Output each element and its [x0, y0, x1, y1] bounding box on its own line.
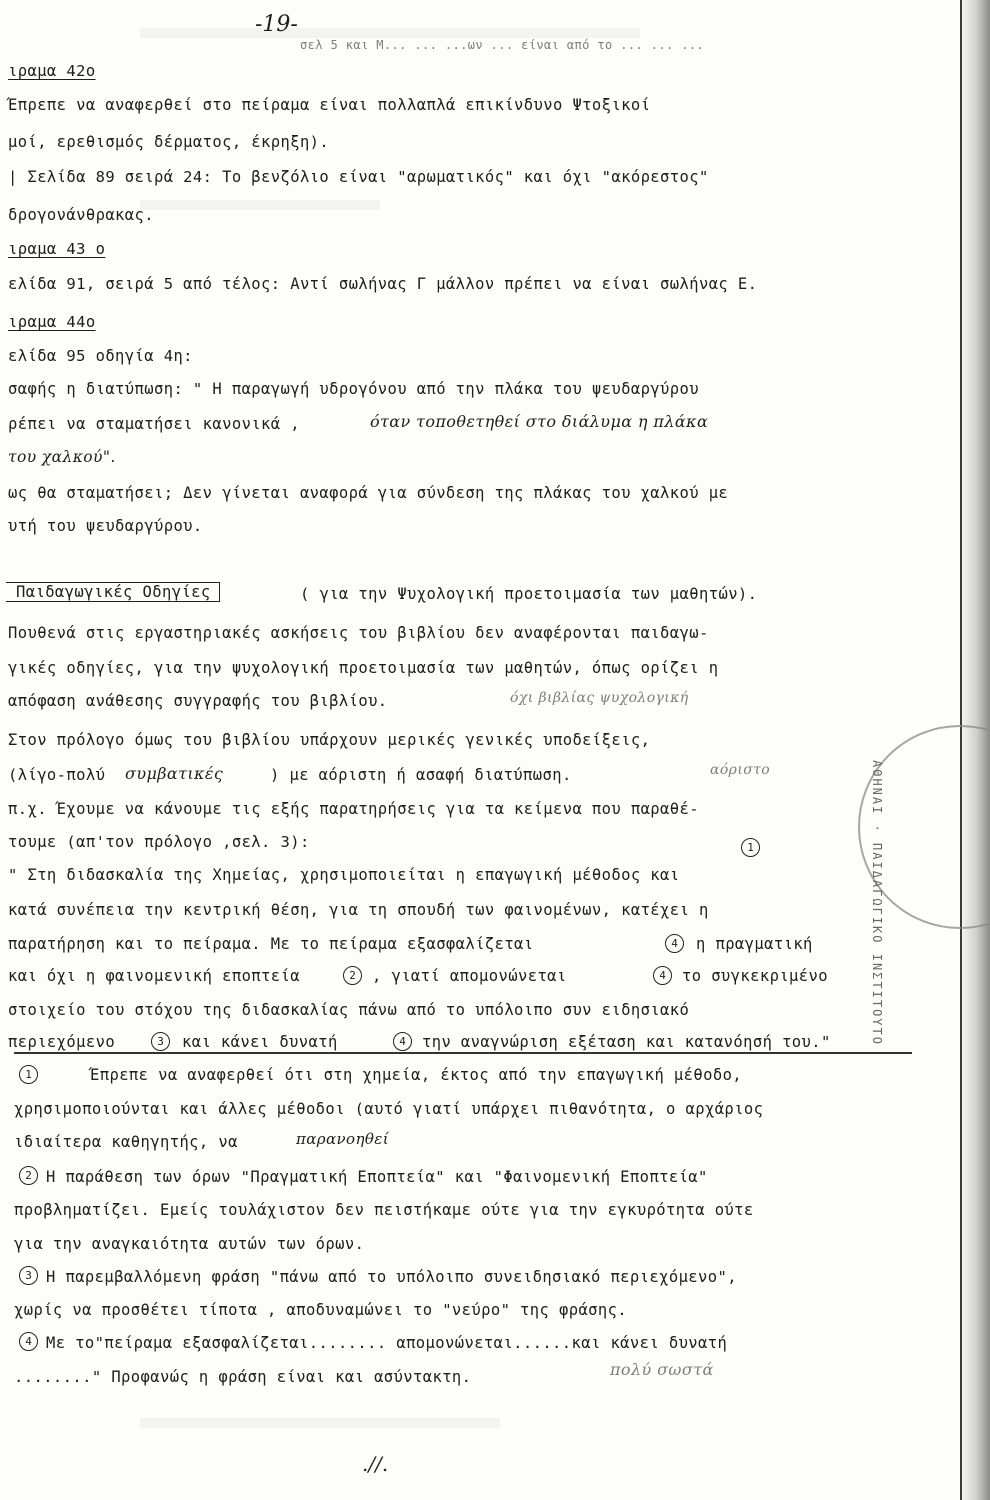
- circled-number-marker: 2: [343, 966, 362, 985]
- note-line: Η παρεμβαλλόμενη φράση "πάνω από το υπόλοιπο συνειδησιακό περιεχόμενο",: [46, 1268, 737, 1286]
- handwritten-insertion: παρανοηθεί: [296, 1130, 390, 1148]
- circled-number-marker: 4: [665, 934, 684, 953]
- margin-note: όχι βιβλίας ψυχολογική: [510, 690, 689, 706]
- continuation-marker: .//.: [362, 1452, 389, 1476]
- text-line: | Σελίδα 89 σειρά 24: Το βενζόλιο είναι "αρωματικός" και όχι "ακόρεστος": [8, 168, 709, 186]
- quote-line: το συγκεκριμένο: [682, 967, 828, 985]
- note-line: για την αναγκαιότητα αυτών των όρων.: [14, 1235, 365, 1253]
- bleed-through-mark: [140, 200, 380, 210]
- quote-line: , γιατί απομονώνεται: [372, 967, 567, 985]
- section-subheading: ( για την Ψυχολογική προετοιμασία των μαθητών).: [300, 585, 758, 603]
- note-line: Η παράθεση των όρων "Πραγματική Εποπτεία" και "Φαινομενική Εποπτεία": [46, 1168, 708, 1186]
- quote-line: παρατήρηση και το πείραμα. Με το πείραμα εξασφαλίζεται: [8, 935, 534, 953]
- text-line: υτή του ψευδαργύρου.: [8, 517, 203, 535]
- note-line: ........" Προφανώς η φράση είναι και ασύντακτη.: [14, 1368, 472, 1386]
- note-line: χωρίς να προσθέτει τίποτα , αποδυναμώνει το "νεύρο" της φράσης.: [14, 1301, 628, 1319]
- text-line: ως θα σταματήσει; Δεν γίνεται αναφορά για σύνδεση της πλάκας του χαλκού με: [8, 484, 729, 502]
- text-line: Πουθενά στις εργαστηριακές ασκήσεις του βιβλίου δεν αναφέρονται παιδαγω-: [8, 624, 709, 642]
- note-line: προβληματίζει. Εμείς τουλάχιστον δεν πειστήκαμε ούτε για την εγκυρότητα ούτε: [14, 1201, 754, 1219]
- text-line: τουμε (απ'τον πρόλογο ,σελ. 3):: [8, 833, 310, 851]
- quote-line: και όχι η φαινομενική εποπτεία: [8, 967, 300, 985]
- note-line: Με το"πείραμα εξασφαλίζεται........ απομονώνεται......και κάνει δυνατή: [46, 1334, 728, 1352]
- quote-line: κατά συνέπεια την κεντρική θέση, για τη σπουδή των φαινομένων, κατέχει η: [8, 901, 709, 919]
- quote-line: και κάνει δυνατή: [182, 1033, 338, 1051]
- circled-number-marker: 4: [19, 1332, 38, 1351]
- circled-number-marker: 1: [741, 838, 760, 857]
- quote-line: " Στη διδασκαλία της Χημείας, χρησιμοποιείται η επαγωγική μέθοδος και: [8, 866, 680, 884]
- margin-note: αόριστο: [710, 762, 771, 778]
- note-line: ιδιαίτερα καθηγητής, να: [14, 1133, 238, 1151]
- circled-number-marker: 4: [393, 1032, 412, 1051]
- text-line: δρογονάνθρακας.: [8, 206, 154, 224]
- text-line: Έπρεπε να αναφερθεί στο πείραμα είναι πολλαπλά επικίνδυνο Ψτοξικοί: [8, 96, 651, 114]
- handwritten-line: του χαλκού".: [8, 448, 116, 466]
- circled-number-marker: 1: [19, 1065, 38, 1084]
- bleed-through-mark: [140, 1418, 500, 1428]
- circled-number-marker: 3: [19, 1266, 38, 1285]
- text-line: ελίδα 95 οδηγία 4η:: [8, 347, 193, 365]
- text-line: π.χ. Έχουμε να κάνουμε τις εξής παρατηρήσεις για τα κείμενα που παραθέ-: [8, 800, 699, 818]
- circled-number-marker: 3: [151, 1032, 170, 1051]
- margin-note: πολύ σωστά: [610, 1360, 714, 1379]
- page-number: -19-: [255, 12, 298, 37]
- quote-line: στοιχείο του στόχου της διδασκαλίας πάνω από το υπόλοιπο συν ειδησιακό: [8, 1001, 690, 1019]
- stamp-text: ΑΘΗΝΑΙ · ΠΑΙΔΑΓΩΓΙΚΟ ΙΝΣΤΙΤΟΥΤΟ: [870, 760, 884, 1046]
- text-line: ρέπει να σταματήσει κανονικά ,: [8, 415, 300, 433]
- text-line: ελίδα 91, σειρά 5 από τέλος: Αντί σωλήνας Γ μάλλον πρέπει να είναι σωλήνας Ε.: [8, 275, 758, 293]
- quote-underline: [14, 1052, 912, 1054]
- text-line: απόφαση ανάθεσης συγγραφής του βιβλίου.: [8, 692, 388, 710]
- note-line: χρησιμοποιούνται και άλλες μέθοδοι (αυτό γιατί υπάρχει πιθανότητα, ο αρχάριος: [14, 1100, 764, 1118]
- circled-number-marker: 4: [653, 966, 672, 985]
- circled-number-marker: 2: [19, 1166, 38, 1185]
- quote-line: περιεχόμενο: [8, 1033, 116, 1051]
- bleed-through-mark: [140, 28, 640, 38]
- quote-line: την αναγνώριση εξέταση και κατανόησή του.": [422, 1033, 831, 1051]
- text-line: ) με αόριστη ή ασαφή διατύπωση.: [270, 766, 572, 784]
- text-line: (λίγο-πολύ: [8, 766, 106, 784]
- text-line: Στον πρόλογο όμως του βιβλίου υπάρχουν μερικές γενικές υποδείξεις,: [8, 731, 651, 749]
- experiment-heading-43: ιραμα 43 ο: [8, 240, 106, 258]
- quote-line: η πραγματική: [696, 935, 813, 953]
- text-line: γικές οδηγίες, για την ψυχολογική προετοιμασία των μαθητών, όπως ορίζει η: [8, 659, 719, 677]
- handwritten-insertion: όταν τοποθετηθεί στο διάλυμα η πλάκα: [370, 412, 709, 431]
- handwritten-insertion: συμβατικές: [125, 764, 224, 783]
- header-faint-text: σελ 5 και Μ... ... ...ων ... είναι από το ... ... ...: [300, 38, 705, 52]
- text-line: μοί, ερεθισμός δέρματος, έκρηξη).: [8, 133, 330, 151]
- experiment-heading-42: ιραμα 42ο: [8, 62, 96, 80]
- section-heading-pedagogical: Παιδαγωγικές Οδηγίες: [6, 582, 220, 602]
- note-line: Έπρεπε να αναφερθεί ότι στη χημεία, έκτος από την επαγωγική μέθοδο,: [90, 1066, 743, 1084]
- experiment-heading-44: ιραμα 44ο: [8, 313, 96, 331]
- text-line: σαφής η διατύπωση: " Η παραγωγή υδρογόνου από την πλάκα του ψευδαργύρου: [8, 380, 699, 398]
